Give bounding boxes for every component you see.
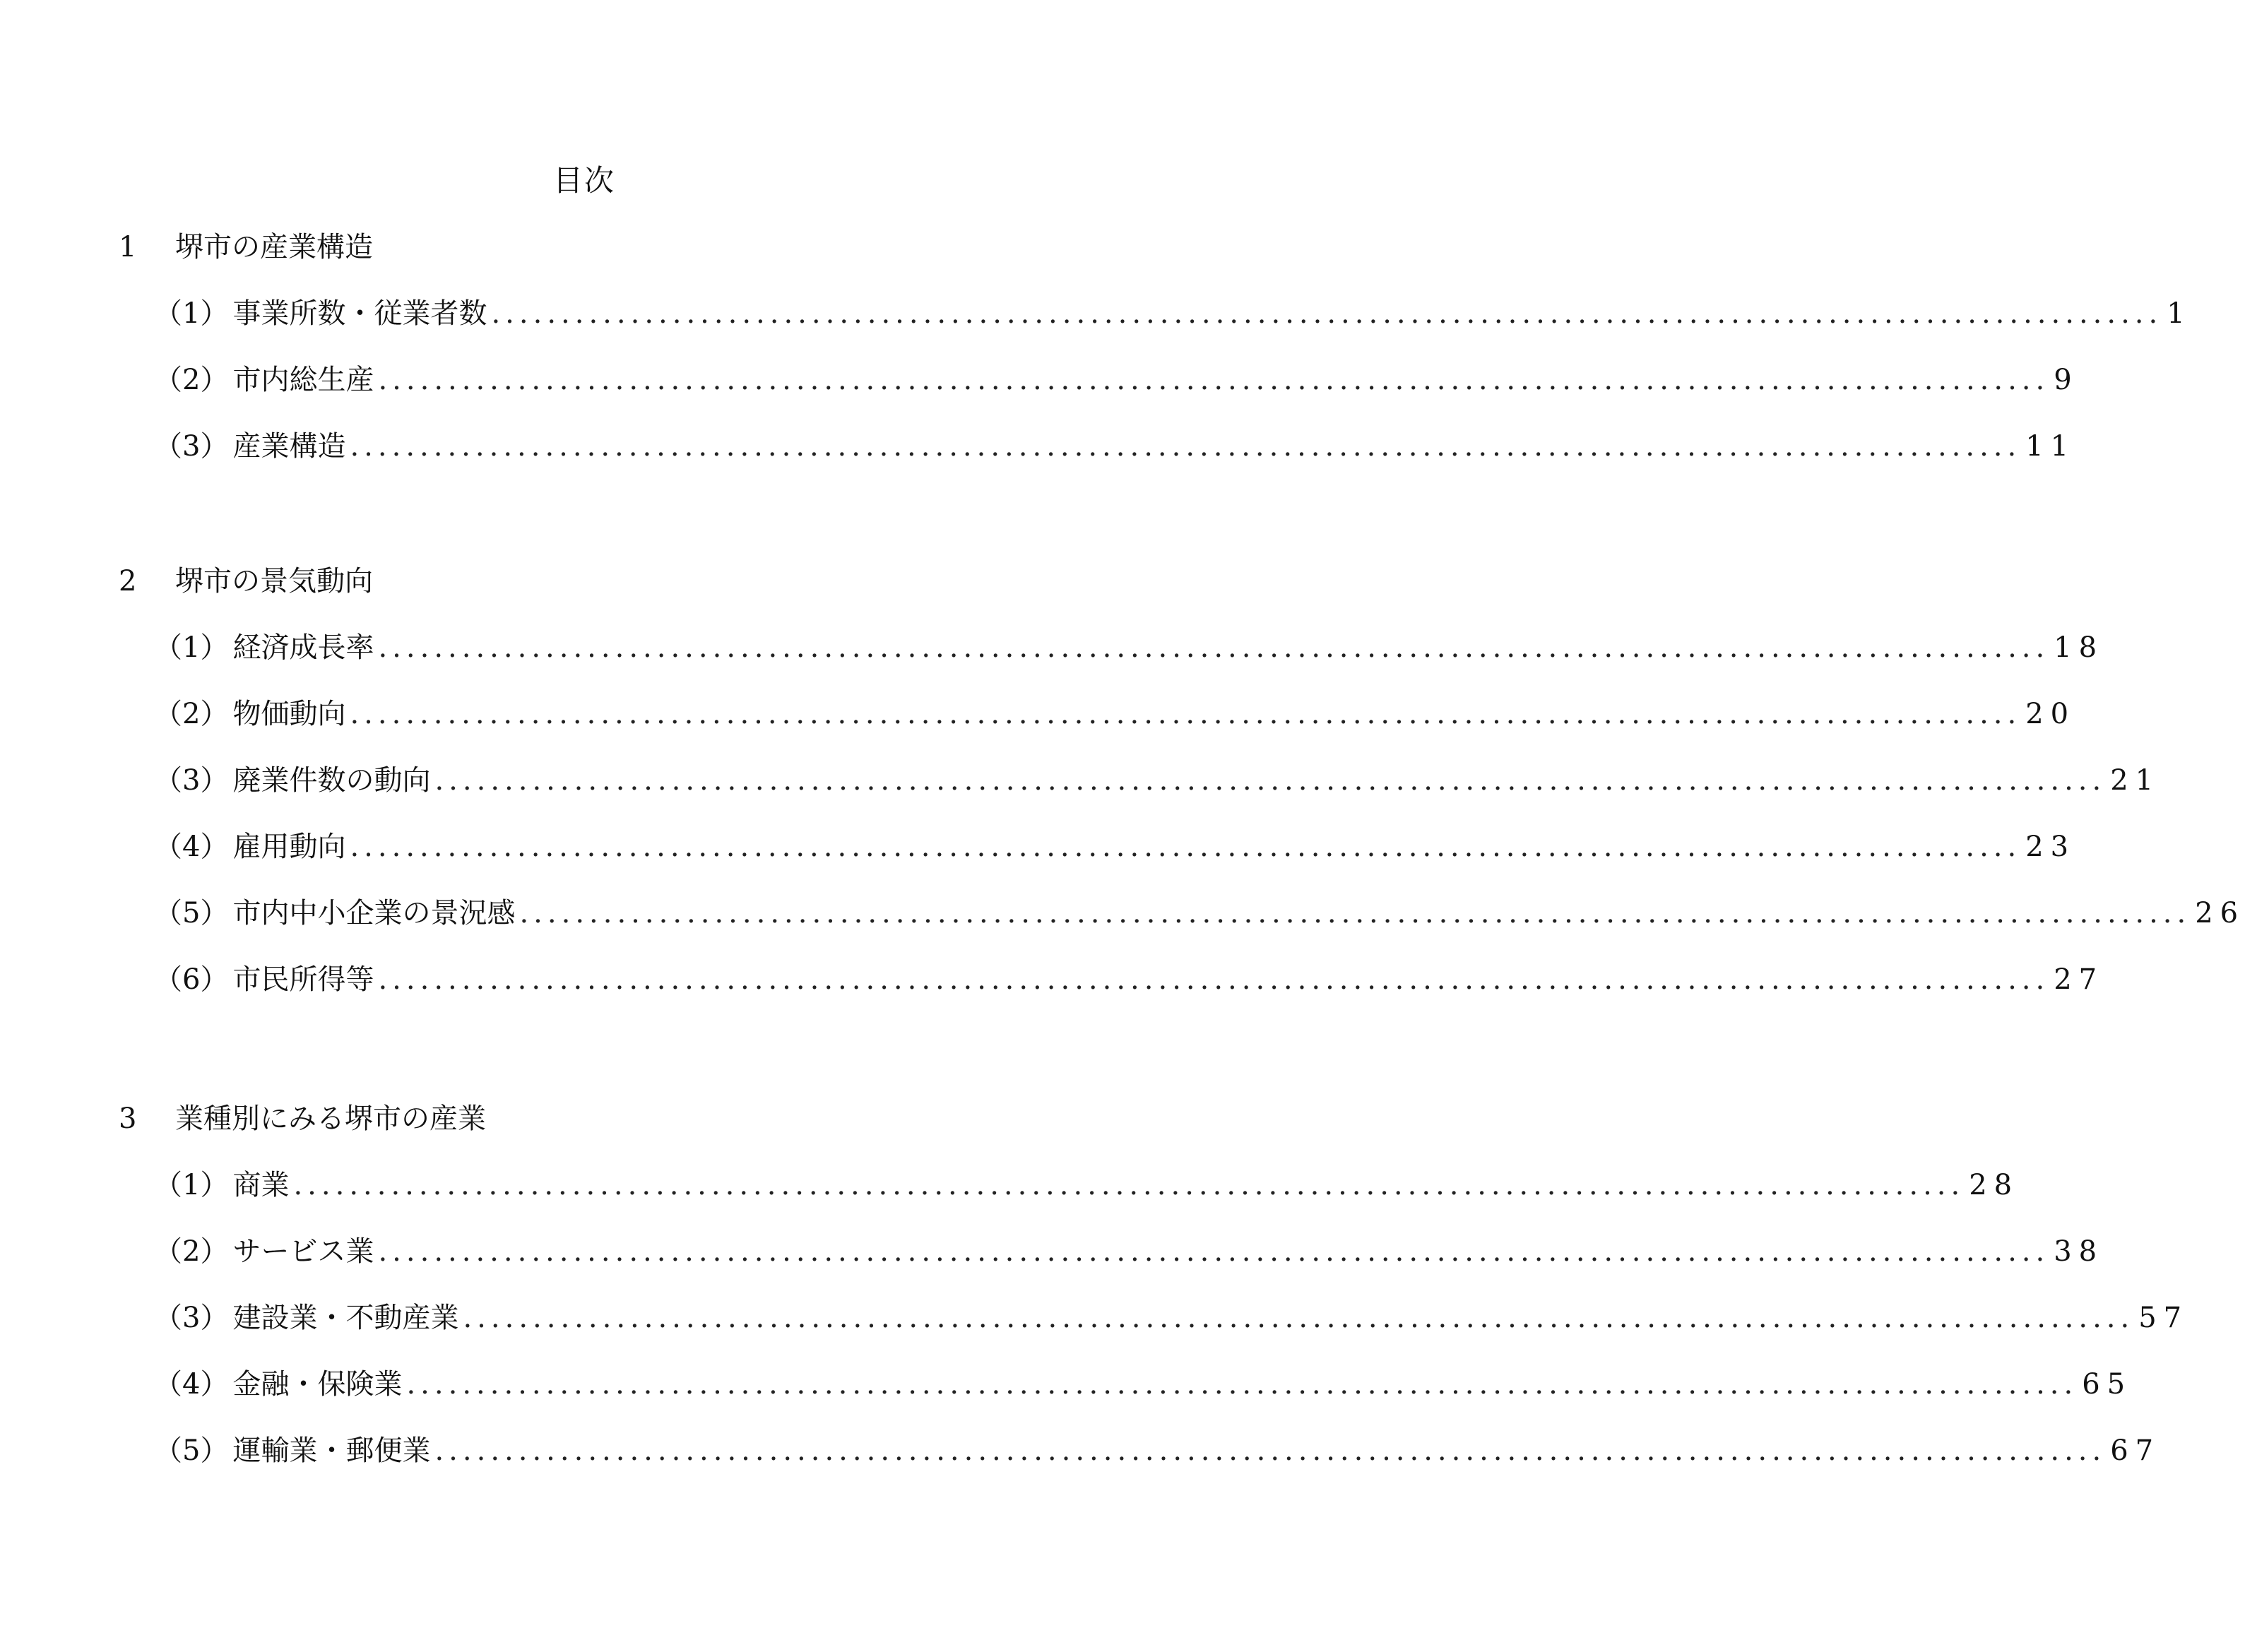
- section-number: 1: [119, 231, 137, 263]
- dot-leader: ........................................................................................................................: [463, 1302, 2135, 1334]
- toc-entry[interactable]: [119, 1165, 2020, 1205]
- dot-leader: ........................................................................................................................: [519, 897, 2191, 929]
- section-number: 3: [119, 1103, 137, 1135]
- entry-page-number: 11: [2025, 430, 2076, 463]
- entry-label: 金融・保険業: [232, 1368, 403, 1401]
- dot-leader: ........................................................................................................................: [378, 631, 2050, 664]
- entry-page-number: 21: [2110, 764, 2161, 797]
- dot-leader: ........................................................................................................................: [378, 963, 2050, 996]
- dot-leader: ........................................................................................................................: [293, 1169, 1965, 1201]
- section-heading: [119, 1099, 1058, 1139]
- entry-page-number: 20: [2025, 698, 2076, 730]
- toc-entry[interactable]: [119, 694, 2076, 734]
- entry-label: 市内中小企業の景況感: [232, 897, 516, 929]
- entry-number: （5）: [154, 1434, 229, 1467]
- toc-section-1: [119, 227, 2192, 493]
- entry-page-number: 38: [2054, 1235, 2104, 1268]
- entry-number: （2）: [154, 698, 229, 730]
- section-label: 堺市の産業構造: [175, 231, 373, 263]
- entry-label: 雇用動向: [232, 831, 346, 863]
- entry-page-number: 18: [2054, 631, 2104, 664]
- section-label: 業種別にみる堺市の産業: [175, 1103, 486, 1135]
- entry-number: （4）: [154, 1368, 229, 1401]
- dot-leader: ........................................................................................................................: [350, 698, 2022, 730]
- toc-entry[interactable]: [119, 761, 2161, 800]
- section-heading: [119, 561, 1058, 601]
- entry-number: （1）: [154, 1169, 229, 1201]
- section-entries: [119, 628, 2245, 999]
- entry-page-number: 1: [2167, 297, 2192, 330]
- entry-page-number: 23: [2025, 831, 2076, 863]
- entry-number: （2）: [154, 364, 229, 396]
- toc-entry[interactable]: [119, 427, 2076, 466]
- entry-label: 廃業件数の動向: [232, 764, 431, 797]
- entry-number: （6）: [154, 963, 229, 996]
- entry-label: 市民所得等: [232, 963, 374, 996]
- toc-entry[interactable]: [119, 1431, 2161, 1470]
- entry-label: 商業: [232, 1169, 290, 1201]
- toc-entry[interactable]: [119, 893, 2245, 933]
- entry-number: （3）: [154, 430, 229, 463]
- entry-label: 市内総生産: [232, 364, 374, 396]
- entry-number: （1）: [154, 631, 229, 664]
- dot-leader: ........................................................................................................................: [378, 1235, 2050, 1268]
- toc-section-3: [119, 1099, 2189, 1497]
- dot-leader: ........................................................................................................................: [434, 764, 2107, 797]
- entry-number: （2）: [154, 1235, 229, 1268]
- toc-entry[interactable]: [119, 1232, 2104, 1271]
- entry-number: （4）: [154, 831, 229, 863]
- entry-label: 建設業・不動産業: [232, 1302, 459, 1334]
- entry-page-number: 27: [2054, 963, 2104, 996]
- dot-leader: ........................................................................................................................: [350, 831, 2022, 863]
- entry-page-number: 28: [1969, 1169, 2020, 1201]
- entry-page-number: 67: [2110, 1434, 2161, 1467]
- toc-entry[interactable]: [119, 1365, 2133, 1404]
- toc-entry[interactable]: [119, 1298, 2189, 1338]
- section-number: 2: [119, 565, 137, 598]
- toc-entry[interactable]: [119, 360, 2079, 400]
- section-label: 堺市の景気動向: [175, 565, 373, 598]
- toc-entry[interactable]: [119, 960, 2104, 999]
- section-entries: [119, 1165, 2189, 1470]
- toc-section-2: [119, 561, 2245, 1026]
- dot-leader: ........................................................................................................................: [434, 1434, 2107, 1467]
- entry-label: サービス業: [232, 1235, 374, 1268]
- entry-page-number: 65: [2082, 1368, 2133, 1401]
- entry-page-number: 26: [2195, 897, 2245, 929]
- entry-label: 事業所数・従業者数: [232, 297, 487, 330]
- entry-label: 物価動向: [232, 698, 346, 730]
- entry-number: （3）: [154, 764, 229, 797]
- entry-number: （5）: [154, 897, 229, 929]
- section-entries: [119, 294, 2192, 466]
- entry-number: （3）: [154, 1302, 229, 1334]
- toc-title: 目次: [552, 163, 615, 198]
- entry-page-number: 9: [2054, 364, 2079, 396]
- entry-label: 運輸業・郵便業: [232, 1434, 431, 1467]
- section-heading: [119, 227, 1058, 267]
- entry-label: 経済成長率: [232, 631, 374, 664]
- dot-leader: ........................................................................................................................: [350, 430, 2022, 463]
- toc-entry[interactable]: [119, 827, 2076, 867]
- dot-leader: ........................................................................................................................: [378, 364, 2050, 396]
- entry-number: （1）: [154, 297, 229, 330]
- dot-leader: ........................................................................................................................: [491, 297, 2163, 330]
- dot-leader: ........................................................................................................................: [406, 1368, 2078, 1401]
- entry-page-number: 57: [2138, 1302, 2189, 1334]
- toc-entry[interactable]: [119, 628, 2104, 667]
- toc-entry[interactable]: [119, 294, 2192, 333]
- entry-label: 産業構造: [232, 430, 346, 463]
